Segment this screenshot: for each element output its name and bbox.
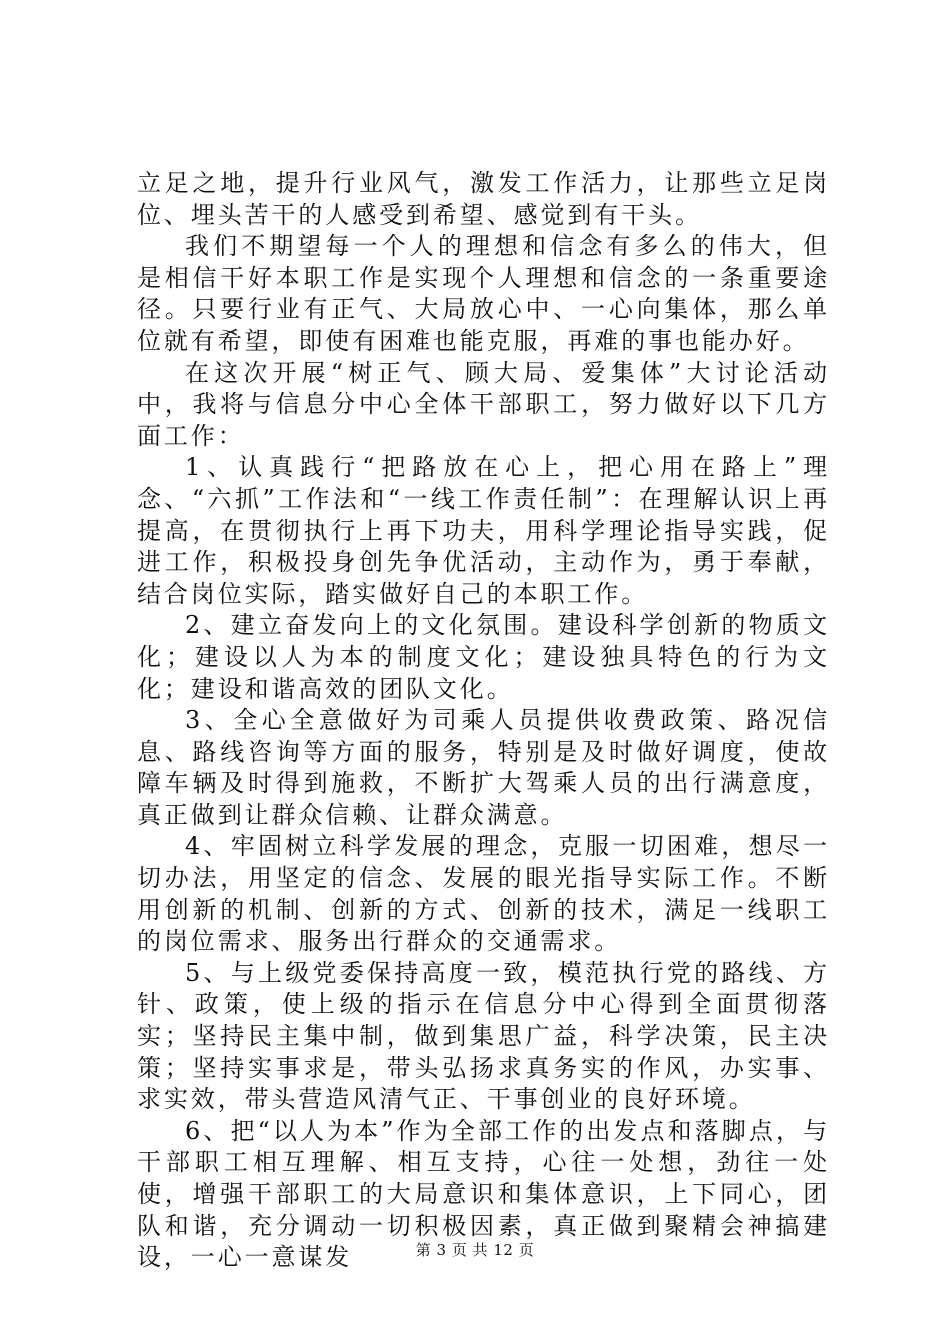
paragraph-3: 1、认真践行“把路放在心上，把心用在路上”理念、“六抓”工作法和“一线工作责任制”：在理解认识上再提高，在贯彻执行上再下功夫，用科学理论指导实践，促进工作，积极投身创先争优活动，主动作为，勇于奉献，结合岗位实际，踏实做好自己的本职工作。 bbox=[137, 453, 830, 608]
paragraph-7: 5、与上级党委保持高度一致，模范执行党的路线、方针、政策，使上级的指示在信息分中心得到全面贯彻落实；坚持民主集中制，做到集思广益，科学决策，民主决策；坚持实事求是，带头弘扬求真务实的作风，办实事、求实效，带头营造风清气正、干事创业的良好环境。 bbox=[137, 958, 830, 1114]
paragraph-1: 我们不期望每一个人的理想和信念有多么的伟大，但是相信干好本职工作是实现个人理想和信念的一条重要途径。只要行业有正气、大局放心中、一心向集体，那么单位就有希望，即使有困难也能克服，再难的事也能办好。 bbox=[137, 232, 830, 355]
paragraph-2: 在这次开展“树正气、顾大局、爱集体”大讨论活动中，我将与信息分中心全体干部职工，努力做好以下几方面工作： bbox=[137, 358, 830, 450]
paragraph-4: 2、建立奋发向上的文化氛围。建设科学创新的物质文化；建设以人为本的制度文化；建设独具特色的行为文化；建设和谐高效的团队文化。 bbox=[137, 611, 830, 703]
document-body bbox=[137, 168, 830, 1274]
page-number-footer: 第 3 页 共 12 页 bbox=[415, 1241, 535, 1259]
paragraph-5: 3、全心全意做好为司乘人员提供收费政策、路况信息、路线咨询等方面的服务，特别是及时做好调度，使故障车辆及时得到施救，不断扩大驾乘人员的出行满意度，真正做到让群众信赖、让群众满意。 bbox=[137, 706, 830, 829]
paragraph-0: 立足之地，提升行业风气，激发工作活力，让那些立足岗位、埋头苦干的人感受到希望、感觉到有干头。 bbox=[137, 169, 830, 229]
paragraph-6: 4、牢固树立科学发展的理念，克服一切困难，想尽一切办法，用坚定的信念、发展的眼光指导实际工作。不断用创新的机制、创新的方式、创新的技术，满足一线职工的岗位需求、服务出行群众的交通需求。 bbox=[137, 832, 830, 956]
paragraph-8: 6、把“以人为本”作为全部工作的出发点和落脚点，与干部职工相互理解、相互支持，心往一处想，劲往一处使，增强干部职工的大局意识和集体意识，上下同心，团队和谐，充分调动一切积极因素，真正做到聚精会神搞建设，一心一意谋发 bbox=[137, 1116, 830, 1272]
